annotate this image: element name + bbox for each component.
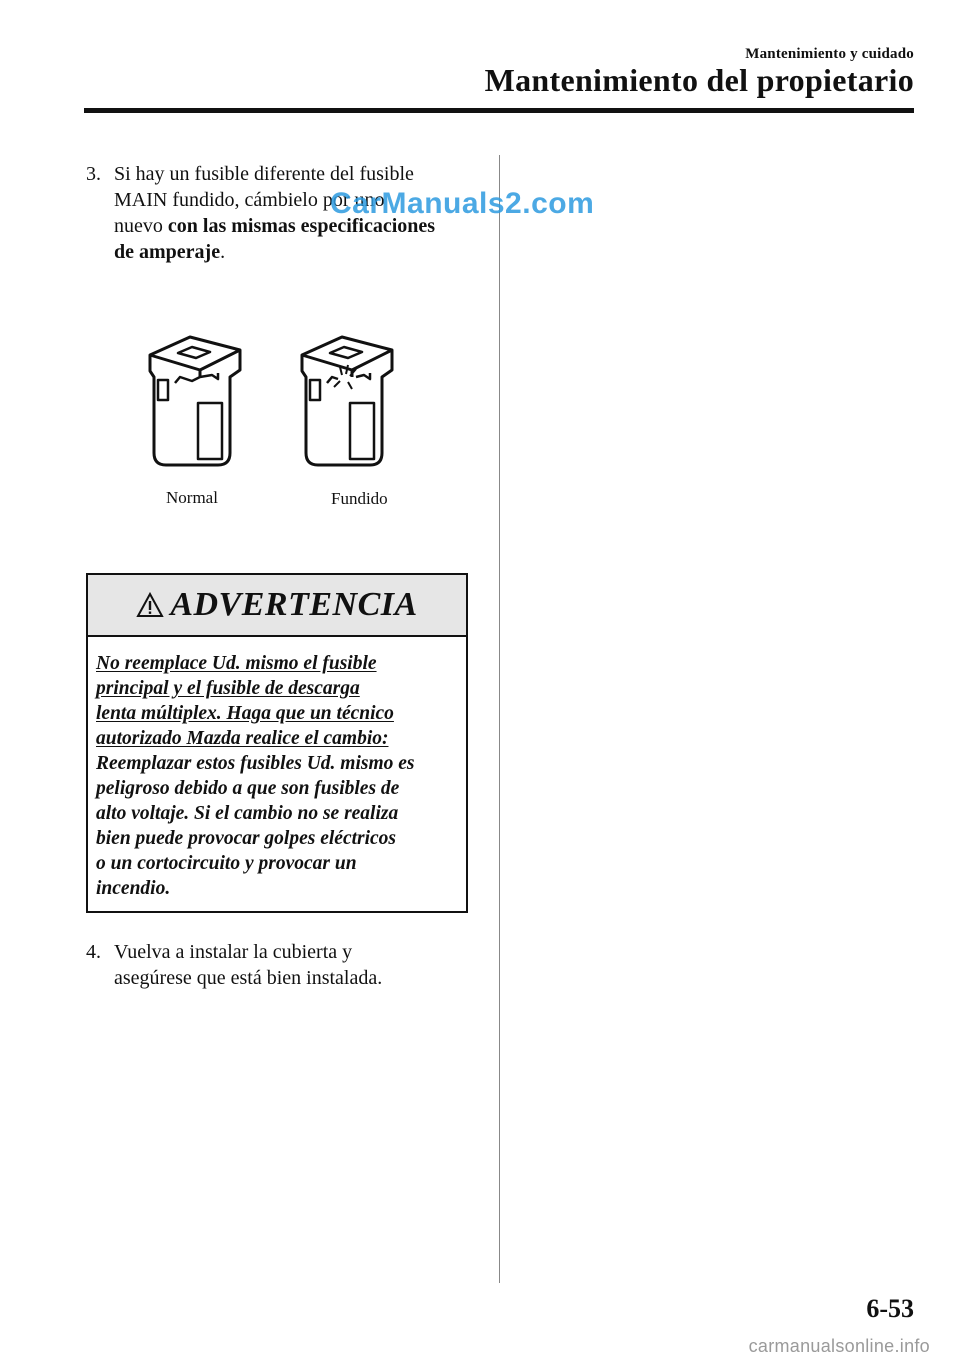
- footer-watermark: carmanualsonline.info: [748, 1336, 930, 1356]
- step-text: Vuelva a instalar la cubierta y asegúrese que está bien instalada.: [114, 941, 383, 989]
- page-title: Mantenimiento del propietario: [484, 62, 914, 98]
- step-number: 4.: [86, 941, 101, 963]
- blown-fuse-icon: [302, 337, 392, 465]
- caption-normal: Normal: [166, 488, 218, 507]
- step-number: 3.: [86, 163, 101, 185]
- warning-text: No reemplace Ud. mismo el fusible principal y el fusible de descarga lenta múltiplex. Haga que un técnico autorizado Mazda realice el cambio: Reemplazar estos fusibles Ud. mismo es peligroso debido a que son fusibles de alto voltaje. Si el cambio no se realiza bien puede provocar golpes eléctricos o un cortocircuito y provocar un incendio.: [96, 653, 415, 899]
- warning-box: [86, 573, 468, 913]
- column-divider: [499, 155, 500, 1283]
- normal-fuse-icon: [150, 337, 240, 465]
- fuse-diagram: [130, 325, 430, 485]
- header-rule: [84, 108, 914, 113]
- warning-triangle-icon: [136, 592, 164, 618]
- step-4: [86, 939, 481, 995]
- section-title: Mantenimiento y cuidado: [745, 46, 914, 62]
- caption-blown: Fundido: [331, 489, 388, 508]
- warning-header: [88, 575, 466, 637]
- step-text: Si hay un fusible diferente del fusible MAIN fundido, cámbielo por uno nuevo con las mismas especificaciones de amperaje.: [114, 163, 436, 263]
- page-number: 6-53: [866, 1294, 914, 1323]
- watermark-logo: CarManuals2.com: [330, 187, 595, 220]
- warning-heading: ADVERTENCIA: [170, 586, 418, 623]
